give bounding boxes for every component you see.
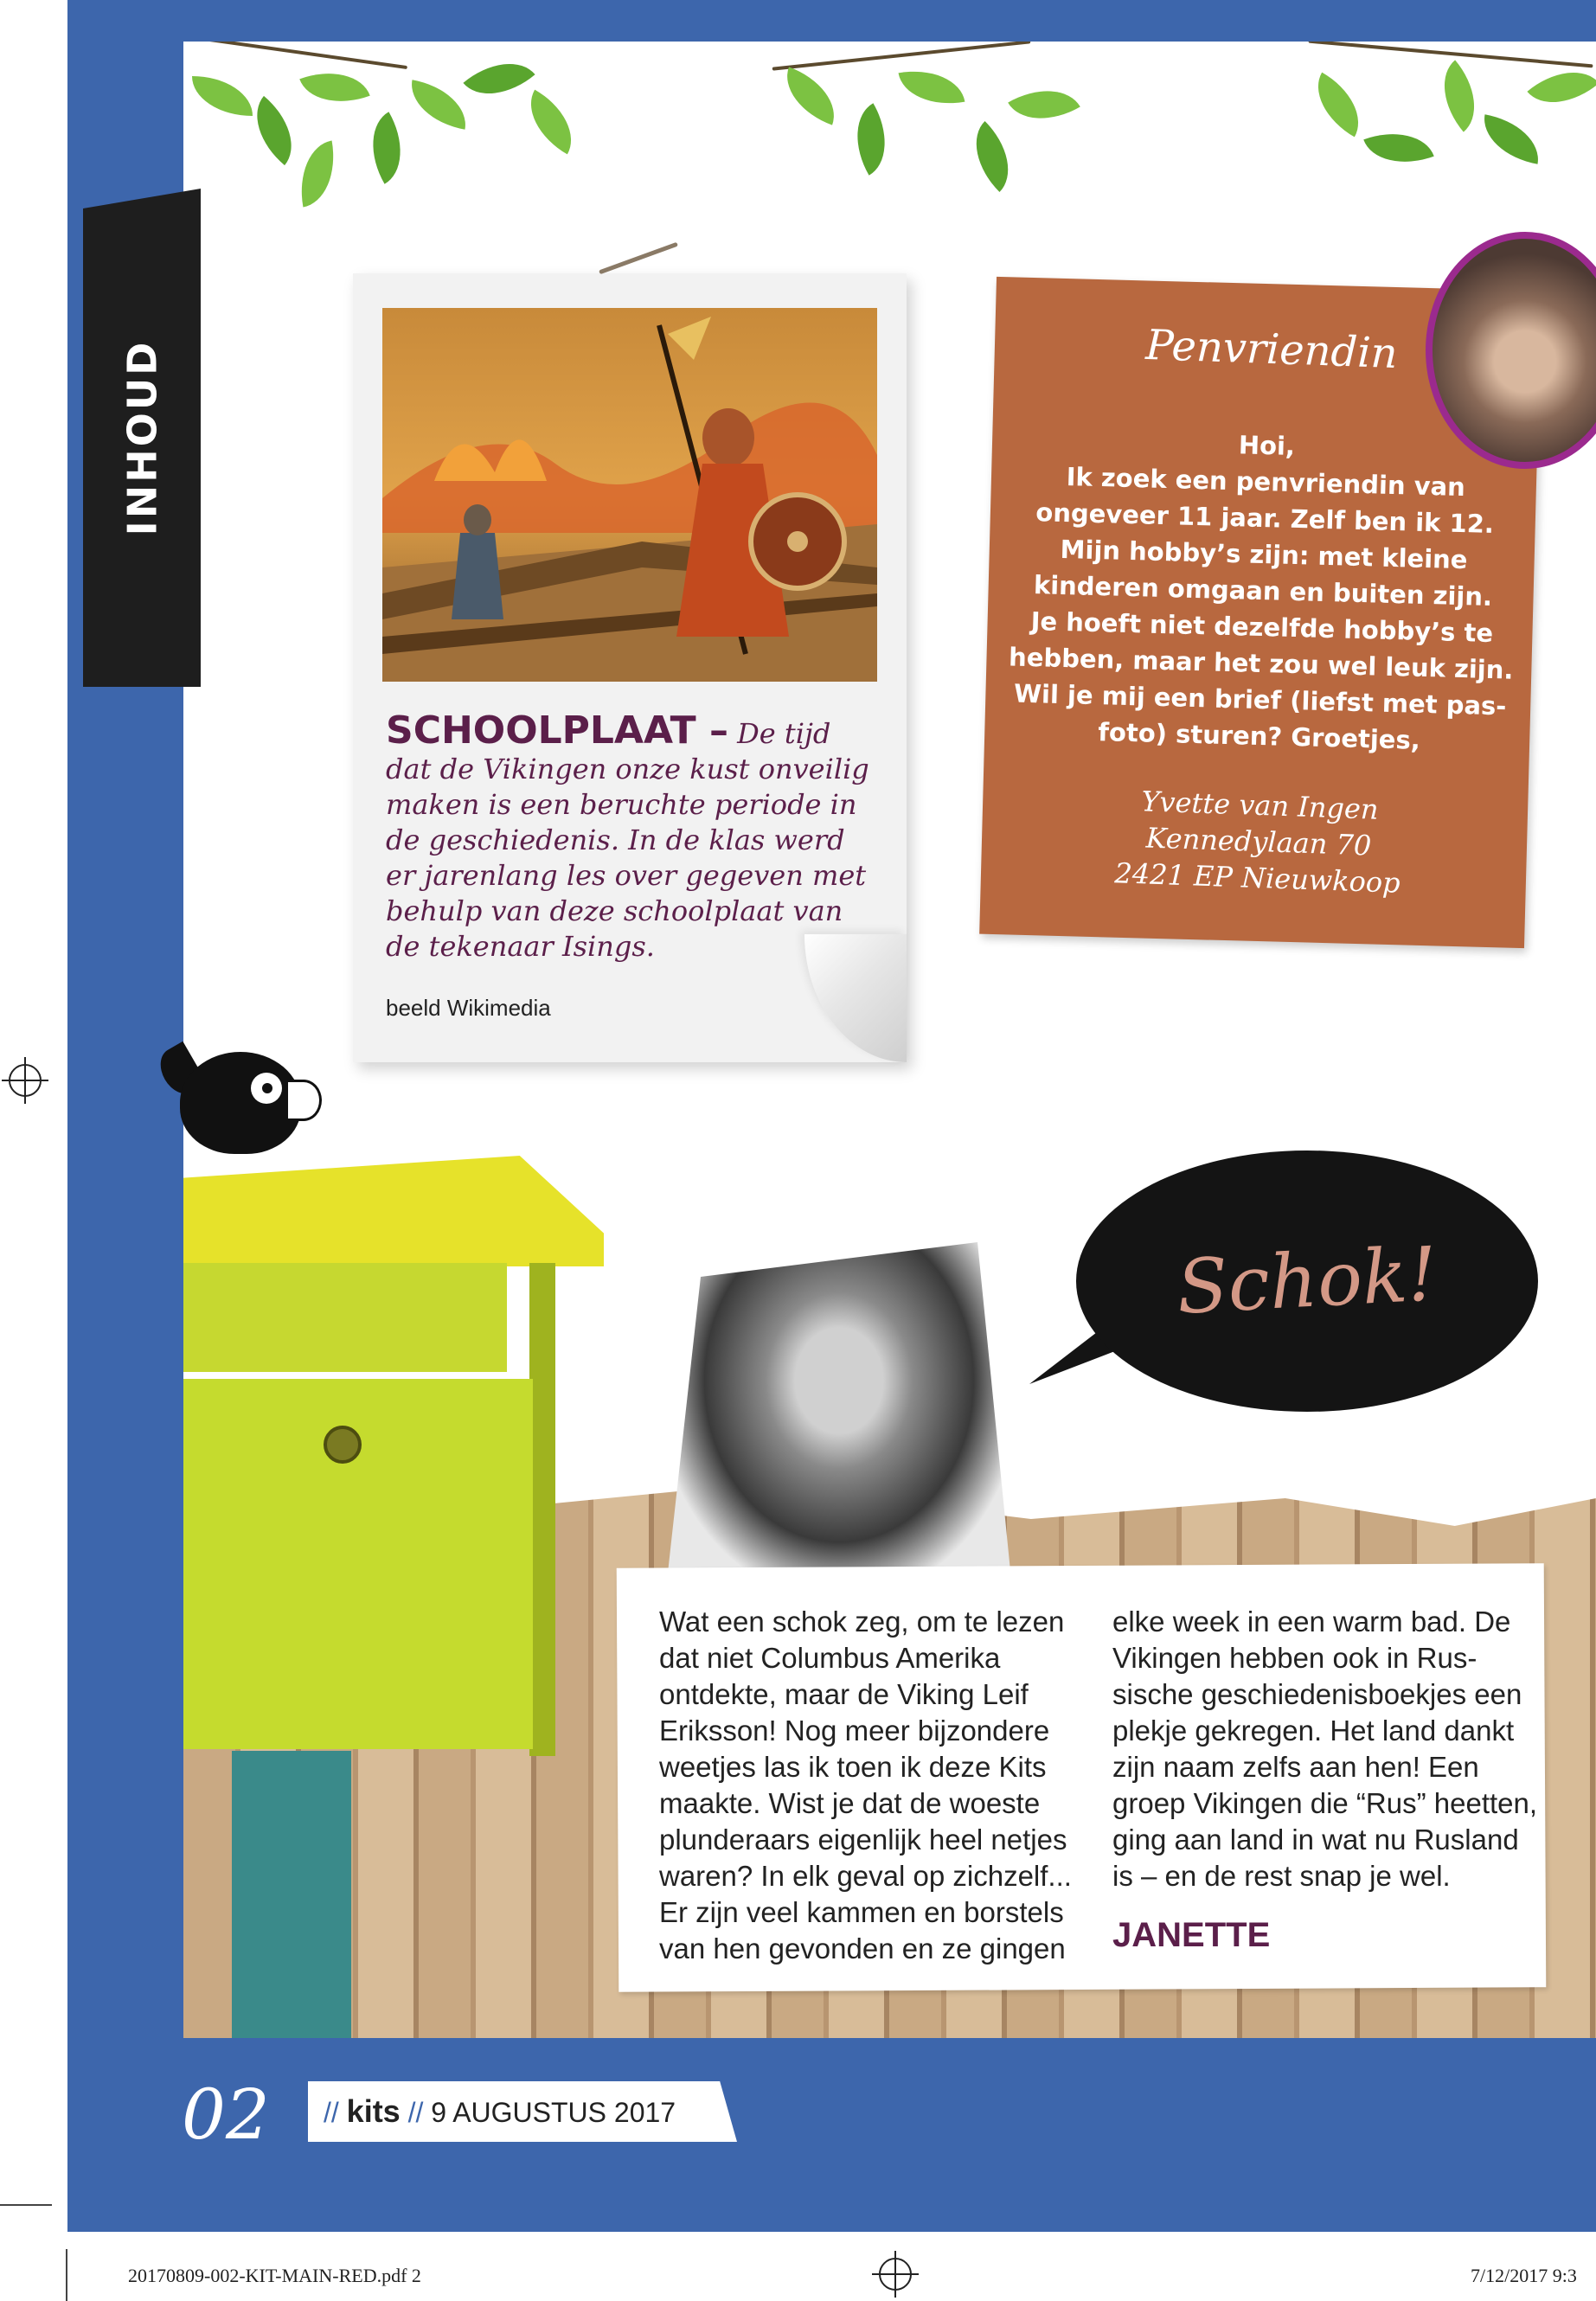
print-timestamp: 7/12/2017 9:3: [1471, 2265, 1577, 2286]
schoolplaat-heading: SCHOOLPLAAT –: [386, 708, 728, 753]
footer-date: 9 AUGUSTUS 2017: [431, 2097, 676, 2128]
mailbox-flap: [183, 1263, 507, 1372]
side-tab-label: INHOUD: [119, 339, 166, 536]
page-number: 02: [182, 2074, 270, 2155]
author-portrait: [666, 1242, 1012, 1588]
editorial-column-1: Wat een schok zeg, om te lezen dat niet Columbus Amerika ontdekte, maar de Viking Leif Eriksson! Nog meer bijzondere weetjes las ik toen ik deze Kits maakte. Wist je dat de woeste plunderaars eigenlijk heel netjes waren? In elk geval op zichzelf... Er zijn veel kammen en borstels van hen gevonden en ze gingen: [659, 1606, 1072, 1965]
crop-mark: [0, 2204, 52, 2206]
letter-line: Ik zoek een penvriendin van: [1066, 462, 1466, 503]
footer-slash: //: [324, 2097, 339, 2128]
schoolplaat-caption: [386, 708, 870, 965]
letter-line: Hoi,: [1238, 430, 1296, 461]
lock-icon: [324, 1426, 362, 1464]
mailbox-post: [232, 1751, 351, 2038]
viking-schoolplaat-image: [382, 308, 877, 682]
image-credit: beeld Wikimedia: [386, 995, 551, 1021]
signature-name: Yvette van Ingen: [1140, 785, 1380, 826]
editorial-column-2: [1112, 1604, 1545, 1953]
letter-line: kinderen omgaan en buiten zijn.: [1033, 570, 1493, 612]
bird-pupil: [262, 1083, 272, 1093]
crop-mark: [66, 2249, 67, 2301]
bird-icon: [180, 1052, 301, 1154]
letter-line: Wil je mij een brief (liefst met pas-: [1013, 678, 1507, 721]
letter-line: Je hoeft niet dezelfde hobby’s te: [1030, 606, 1494, 648]
penvriendin-letter: [999, 420, 1527, 761]
registration-mark-icon: [879, 2258, 912, 2291]
signature-street: Kennedylaan 70: [1145, 821, 1372, 862]
footer-masthead: [324, 2093, 676, 2130]
letter-line: hebben, maar het zou wel leuk zijn.: [1008, 642, 1514, 685]
schoolplaat-body: De tijd dat de Vikingen onze kust onveilig maken is een beruchte periode in de geschiedenis. In de klas werd er jarenlang les over gegeven met behulp van deze schoolplaat van de tekenaar Isings.: [386, 717, 869, 963]
speech-bubble-text: Schok!: [1175, 1231, 1439, 1331]
bird-beak: [285, 1080, 322, 1121]
article-author: JANETTE: [1112, 1916, 1271, 1954]
penvriendin-title: Penvriendin: [1144, 320, 1399, 379]
letter-line: ongeveer 11 jaar. Zelf ben ik 12.: [1035, 497, 1495, 539]
letter-line: foto) sturen? Groetjes,: [1098, 717, 1421, 755]
side-tab-label-wrap: [83, 189, 201, 687]
penvriendin-signature: [1054, 780, 1464, 903]
signature-city: 2421 EP Nieuwkoop: [1113, 856, 1401, 900]
footer-slash: //: [407, 2097, 424, 2128]
print-filename: 20170809-002-KIT-MAIN-RED.pdf 2: [128, 2265, 421, 2286]
registration-mark-icon: [9, 1064, 42, 1097]
mailbox-side: [529, 1263, 555, 1756]
editorial-column-2-text: elke week in een warm bad. De Vikingen hebben ook in Rus-sische geschiedenisboekjes een plekje gekregen. Het land dankt zijn naam zelfs aan hen! Een groep Vikingen die “Rus” heetten, ging aan land in wat nu Rusland is – en de rest snap je wel.: [1112, 1606, 1538, 1892]
footer-brand: kits: [346, 2093, 401, 2129]
letter-line: Mijn hobby’s zijn: met kleine: [1060, 534, 1468, 575]
